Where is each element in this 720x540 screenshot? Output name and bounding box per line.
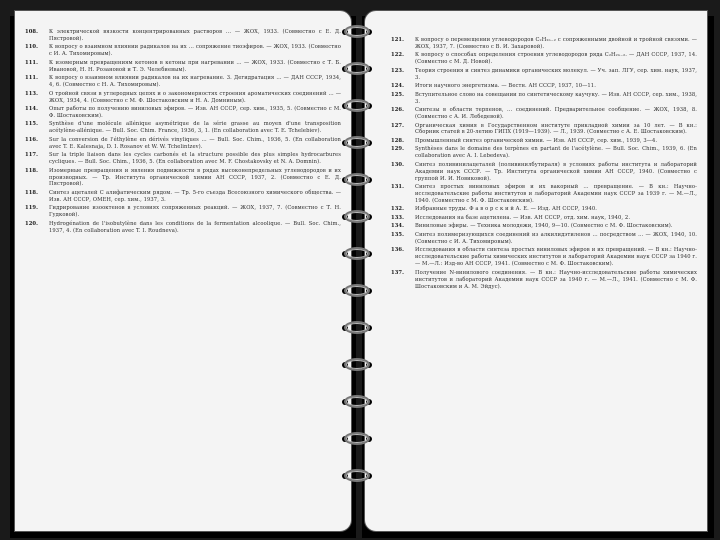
binder-ring: [338, 357, 376, 373]
entry-number: 118.: [25, 189, 39, 196]
entry-text: Hydrogénation de l'isobutylène dans les conditions de la fermentation alcoolique. — Bull. Soc. Chim., 1937, 4. (En collaboration avec T. I. Roudneva).: [49, 220, 341, 234]
bibliography-entry: [25, 91, 341, 105]
entry-number: 115.: [25, 121, 39, 128]
bibliography-entry: [391, 162, 697, 183]
entry-number: 133.: [391, 214, 405, 221]
entry-text: Синтезы в области терпенов, ... соединений. Предварительное сообщение. — ЖОХ, 1938, 8. (Совместно с А. И. Лебедевой).: [415, 107, 697, 121]
entry-text: Синтез простых виниловых эфиров и их вакорный ... превращение. — В кн.: Научно-исследовательские работы институтов и лабораторий Академии наук СССР за 1939 г. — М.—Л., 1940. (Совместно с М. Ф. Шостаковским).: [415, 184, 697, 204]
entry-number: 117.: [25, 152, 39, 159]
entry-text: Синтез ацеталей С алифатическим рядом. — Тр. 5-го съезда Всесоюзного химического общества. — Изв. АН СССР, ОМЕН, сер. хим., 1937, 3.: [49, 189, 341, 203]
entry-number: 113.: [25, 90, 39, 97]
binder-ring: [338, 394, 376, 410]
entry-number: 121.: [391, 37, 405, 43]
bibliography-entry: [25, 75, 341, 89]
entry-text: К электрической вязкости концентрированных растворов ... — ЖОХ, 1933. (Совместно с Е. Д. Пястровой).: [49, 29, 341, 42]
entry-number: 120.: [25, 220, 39, 227]
bibliography-entry: [391, 83, 697, 90]
entry-text: Изомерные превращения и явления подвижности в рядах высоконепредельных углеводородов и их производных. — Тр. Института органической химии АН СССР, 1937, 2. (Совместно с Е. Д. Пястровой).: [49, 167, 341, 188]
entry-text: Опыт работы по получению виниловых эфиров. — Изв. АН СССР, сер. хим., 1935, 5. (Совместно с М. Ф. Шостаковским).: [49, 106, 341, 119]
entry-text: Synthèse d'une molécule allénique asymétrique de la série grasse au moyen d'une transposition acétylène-allénique. — Bull. Soc. Chim. France, 1936, 3, 1. (En collaboration avec T. E. Tchelebiev).: [49, 121, 341, 135]
binder-ring: [338, 283, 376, 299]
bibliography-entry: [25, 29, 341, 43]
binder-ring: [338, 320, 376, 336]
bibliography-entry: [391, 52, 697, 66]
entry-number: 127.: [391, 122, 405, 129]
bibliography-entry: [391, 184, 697, 205]
left-entry-list: [25, 29, 341, 236]
bibliography-entry: [391, 68, 697, 82]
left-page: [14, 10, 352, 532]
entry-text: Виниловые эфиры. — Техника молодежи, 1940, 9—10. (Совместно с М. Ф. Шостаковским).: [415, 223, 673, 230]
entry-text: Синтез полимеризующихся соединений из алкилидэтиленов ... посредством ... — ЖОХ, 1940, 10. (Совместно с И. А. Тихомировым).: [415, 231, 697, 245]
bibliography-entry: [25, 152, 341, 166]
entry-number: 111.: [25, 59, 39, 66]
binder-rings: [338, 24, 378, 524]
entry-number: 122.: [391, 52, 405, 59]
bibliography-entry: [391, 37, 697, 51]
entry-text: Synthèses dans le domaine des terpènes en partant de l'acétylène. — Bull. Soc. Chim., 1939, 6. (En collaboration avec A. I. Lebedeva).: [415, 146, 697, 160]
entry-number: 114.: [25, 106, 39, 113]
entry-number: 126.: [391, 107, 405, 114]
binder-ring: [338, 246, 376, 262]
bibliography-entry: [391, 223, 697, 230]
entry-number: 111.: [25, 75, 39, 82]
entry-text: Теория строения и синтез динамики органических молекул. — Уч. зап. ЛГУ, сер. хим. наук, 1937, 3.: [415, 67, 697, 81]
bibliography-entry: [391, 123, 697, 137]
bibliography-entry: [391, 146, 697, 160]
bibliography-entry: [25, 44, 341, 58]
bibliography-entry: [25, 60, 341, 74]
entry-number: 132.: [391, 206, 405, 213]
binder-ring: [338, 468, 376, 484]
entry-number: 129.: [391, 146, 405, 153]
entry-text: Итоги научного энергетизма. — Вестн. АН СССР, 1937, 10—11.: [415, 83, 596, 90]
bibliography-entry: [391, 138, 697, 145]
entry-number: 125.: [391, 91, 405, 98]
entry-text: К вопросу о взаимном влиянии радикалов на их нагревание. 3. Дегидратация ... — ДАН СССР, 1934, 4, 6. (Совместно с Н. А. Тихомировым).: [49, 75, 341, 89]
binder-ring: [338, 98, 376, 114]
bibliography-entry: [391, 107, 697, 121]
entry-number: 134.: [391, 223, 405, 230]
entry-text: Исследования на базе ацетилена. — Изв. АН СССР, отд. хим. наук, 1940, 2.: [415, 214, 631, 221]
entry-number: 116.: [25, 136, 39, 143]
entry-text: Гидрирование изооктенов в условиях сопряженных реакций. — ЖОХ, 1937, 7. (Совместно с Т. Н. Гудковой).: [49, 205, 341, 219]
binder-ring: [338, 24, 376, 40]
bibliography-entry: [25, 168, 341, 189]
entry-number: 110.: [25, 44, 39, 51]
bibliography-entry: [25, 190, 341, 204]
bibliography-entry: [391, 247, 697, 268]
bibliography-entry: [25, 106, 341, 120]
entry-number: 131.: [391, 184, 405, 191]
binder-ring: [338, 209, 376, 225]
bibliography-entry: [25, 137, 341, 151]
entry-text: О тройной связи в углеродных цепях и о закономерностях строения ароматических соединений ... — ЖОХ, 1934, 4. (Совместно с М. Ф. Шостаковским и Н. А. Домниным).: [49, 90, 341, 104]
entry-text: К вопросу о взаимном влиянии радикалов на их ... сопряжение тиоэфиров. — ЖОХ, 1933. (Совместно с И. А. Тихомировым).: [49, 44, 341, 58]
entry-number: 108.: [25, 29, 39, 35]
entry-text: Исследования в области синтеза простых виниловых эфиров и их превращений. — В кн.: Научно-исследовательские работы химических институтов и лабораторий Академии наук СССР за 1940 г. — М.—Л.: Изд-во АН СССР, 1941. (Совместно с М. Ф. Шостаковским).: [415, 247, 697, 268]
bibliography-entry: [25, 121, 341, 135]
bibliography-entry: [391, 270, 697, 291]
entry-number: 123.: [391, 67, 405, 74]
entry-text: Синтез поливинилацеталей (поливинилбутираля) в условиях работы института и лабораторий Академии наук СССР. — Тр. Института органической химии АН СССР, 1940. (Совместно с группой И. И. Новиковой).: [415, 161, 697, 182]
entry-number: 136.: [391, 247, 405, 254]
entry-number: 137.: [391, 269, 405, 276]
entry-text: К вопросу о перемещении углеводородов С₂Н₂ₙ₋₂ с сопряженными двойной и тройной связями. — ЖОХ, 1937, 7. (Совместно с В. И. Захаровой).: [415, 37, 697, 50]
bibliography-entry: [25, 205, 341, 219]
binder-ring: [338, 135, 376, 151]
right-page: [364, 10, 708, 532]
entry-text: Вступительное слово на совещании по синтетическому каучуку. — Изв. АН СССР, сер. хим., 1938, 3.: [415, 91, 697, 105]
binder-ring: [338, 172, 376, 188]
entry-number: 135.: [391, 231, 405, 238]
entry-number: 119.: [25, 205, 39, 212]
entry-number: 124.: [391, 83, 405, 90]
bibliography-entry: [25, 221, 341, 235]
entry-text: К вопросу о способах определения строения углеводородов ряда С₂Н₂ₙ₋₂. — ДАН СССР, 1937, 14. (Совместно с М. Д. Новой).: [415, 52, 697, 66]
entry-text: Sur la conversion de l'éthylène en dérivés vinyliques ... — Bull. Soc. Chim., 1936, 5. (En collaboration avec T. E. Kalesnaja, D. I. Rosanov et W. W. Tchelintzev).: [49, 136, 341, 150]
entry-number: 130.: [391, 161, 405, 168]
entry-number: 128.: [391, 137, 405, 144]
entry-number: 118.: [25, 167, 39, 174]
entry-text: Получение N-винилового соединения. — В кн.: Научно-исследовательские работы химических институтов и лабораторий Академии наук СССР за 1940 г. — М.—Л., 1941. (Совместно с М. Ф. Шостаковским и А. М. Эйдус).: [415, 269, 697, 290]
right-entry-list: [391, 37, 697, 292]
entry-text: Sur la triple liaison dans les cycles carbonés et la structure possible des plus simples hydrocarbures cycliques. — Bull. Soc. Chim., 1936, 5. (En collaboration avec M. F. Chostakovsky et N. A. Domnin).: [49, 152, 341, 166]
entry-text: К изомерным превращениям кетонов в кетоны при нагревании ... — ЖОХ, 1933. (Совместно с Т. Б. Ивановой, Н. Н. Розановой и Т. Э. Челебиевым).: [49, 59, 341, 73]
bibliography-entry: [391, 92, 697, 106]
entry-text: Избранные труды. Ф а в о р с к и й А. Е. — Изд. АН СССР, 1940.: [415, 206, 598, 213]
binder-ring: [338, 431, 376, 447]
entry-text: Промышленный синтез органической химии. — Изв. АН СССР, сер. хим., 1939, 3—4.: [415, 137, 658, 144]
bibliography-entry: [391, 206, 697, 213]
bibliography-entry: [391, 232, 697, 246]
binder-ring: [338, 61, 376, 77]
bibliography-entry: [391, 215, 697, 222]
entry-text: Органическая химия в Государственном институте прикладной химии за 10 лет. — В кн.: Сборник статей в 20-летию ГИПХ (1919—1939). — Л., 1939. (Совместно с А. Е. Шостаковским).: [415, 122, 697, 136]
